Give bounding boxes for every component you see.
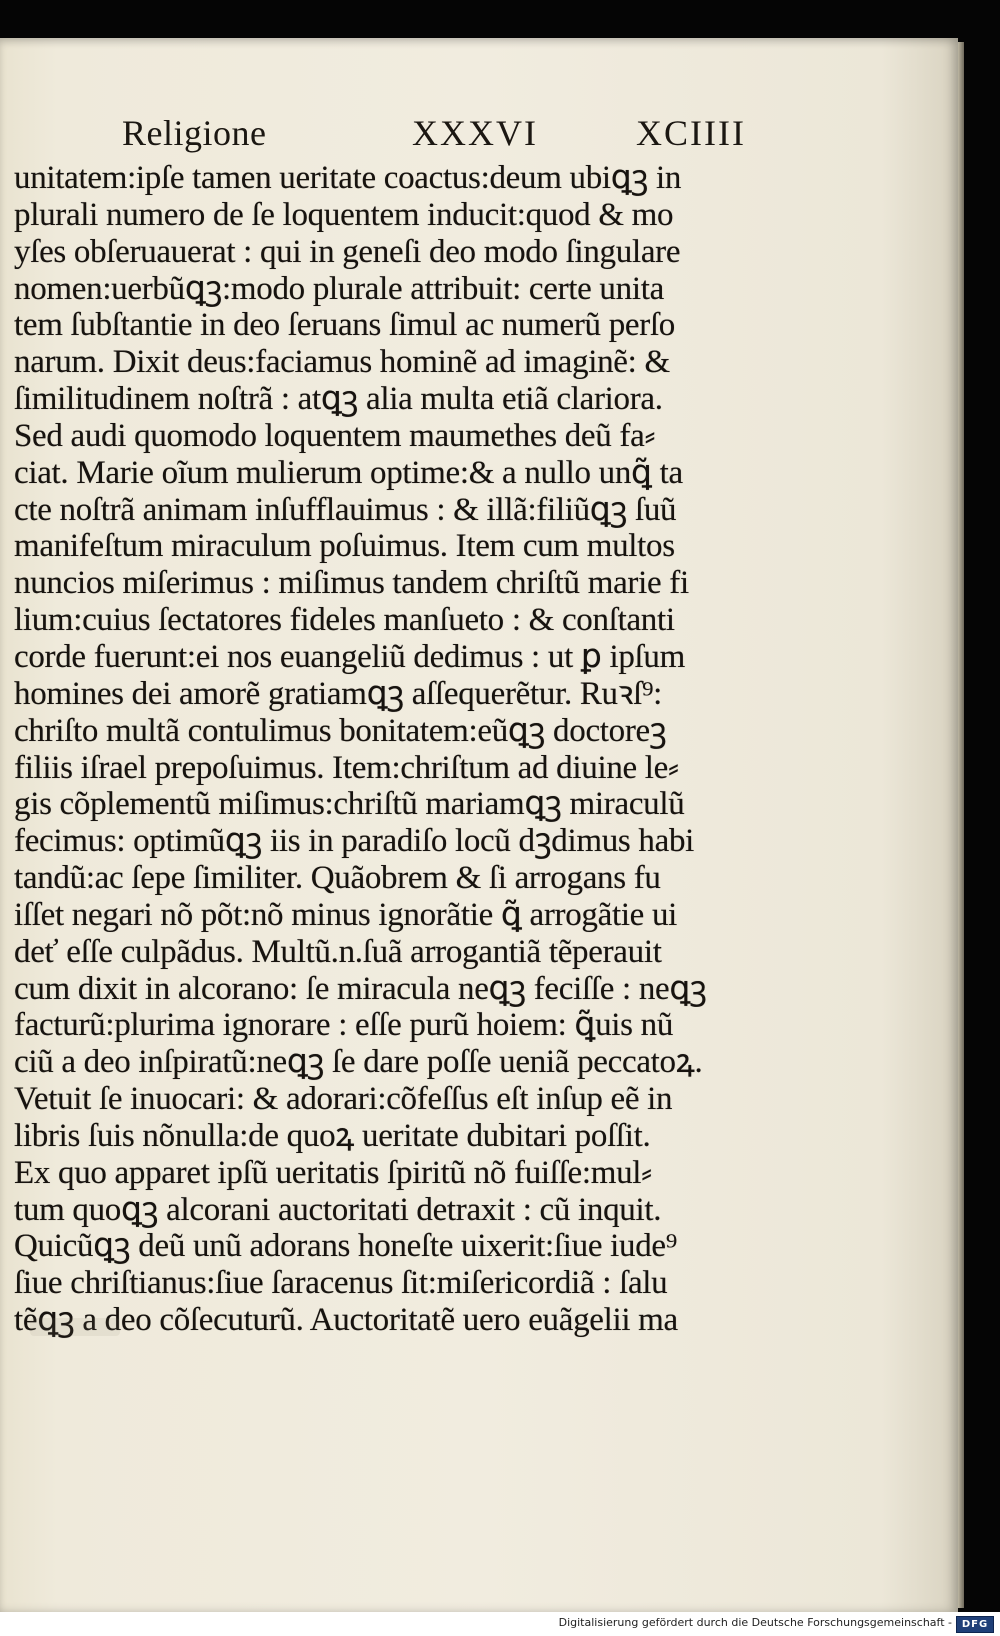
- text-line: Ex quo apparet ipſũ ueritatis ſpiritũ nõ fuiſſe:mul⸗: [14, 1154, 652, 1191]
- text-line: ſiue chriſtianus:ſiue ſaracenus ſit:miſericordiã : ſalu: [14, 1265, 668, 1302]
- text-line: libris ſuis nõnulla:de quoꝝ ueritate dubitari poſſit.: [14, 1117, 651, 1154]
- faint-show-through: [30, 1318, 120, 1336]
- text-line: ciũ a deo inſpiratũ:neꝗꝫ ſe dare poſſe ueniã peccatoꝝ.: [14, 1044, 703, 1081]
- text-line: tum quoꝗꝫ alcorani auctoritati detraxit : cũ inquit.: [14, 1191, 662, 1228]
- text-line: homines dei amorẽ gratiamꝗꝫ aſſequerẽtur. Ruꝛſ⁹:: [14, 675, 663, 712]
- running-head: [0, 112, 958, 158]
- text-line: lium:cuius ſectatores fideles manſueto : & conſtanti: [14, 602, 675, 639]
- text-line: yſes obſeruauerat : qui in geneſi deo modo ſingulare: [14, 233, 681, 270]
- text-line: Vetuit ſe inuocari: & adorari:cõfeſſus eſt inſup eẽ in: [14, 1081, 673, 1118]
- text-line: nomen:uerbũꝗꝫ:modo plurale attribuit: certe unita: [14, 270, 664, 307]
- text-line: corde fuerunt:ei nos euangeliũ dedimus : ut ꝑ ipſum: [14, 638, 685, 675]
- text-line: gis cõplementũ miſimus:chriſtũ mariamꝗꝫ miraculũ: [14, 786, 685, 823]
- text-line: deť eſſe culpãdus. Multũ.n.ſuã arrogantiã tẽperauit: [14, 933, 662, 970]
- running-head-folio-number: XCIIII: [636, 113, 746, 153]
- text-line: cum dixit in alcorano: ſe miracula neꝗꝫ feciſſe : neꝗꝫ: [14, 970, 707, 1007]
- text-line: tandũ:ac ſepe ſimiliter. Quãobrem & ſi arrogans fu: [14, 860, 661, 897]
- dfg-logo: DFG: [956, 1616, 994, 1633]
- text-line: Quicũꝗꝫ deũ unũ adorans honeſte uixerit:ſiue iude⁹: [14, 1228, 677, 1265]
- funding-credit: Digitalisierung gefördert durch die Deutsche Forschungsgemeinschaft -: [558, 1616, 952, 1629]
- text-line: facturũ:plurima ignorare : eſſe purũ hoiem: ꝗ̃uis nũ: [14, 1007, 674, 1044]
- text-line: ſimilitudinem noſtrã : atꝗꝫ alia multa etiã clariora.: [14, 381, 663, 418]
- text-line: chriſto multã contulimus bonitatem:eũꝗꝫ doctoreꝫ: [14, 712, 667, 749]
- text-line: nuncios miſerimus : miſimus tandem chriſtũ marie fi: [14, 565, 689, 602]
- text-line: cte noſtrã animam inſufflauimus : & illã:filiũꝗꝫ ſuũ: [14, 491, 677, 528]
- footer-bar: [0, 1612, 1000, 1636]
- text-line: ciat. Marie oĩum mulierum optime:& a nullo unꝗ̃ ta: [14, 454, 683, 491]
- text-line: manifeſtum miraculum poſuimus. Item cum multos: [14, 528, 675, 565]
- running-head-chapter-number: XXXVI: [412, 113, 538, 153]
- text-line: plurali numero de ſe loquentem inducit:quod & mo: [14, 196, 674, 233]
- text-line: unitatem:ipſe tamen ueritate coactus:deum ubiꝗꝫ in: [14, 160, 682, 196]
- running-head-title: Religione: [122, 113, 267, 153]
- page-edge: [958, 42, 964, 1608]
- text-line: Sed audi quomodo loquentem maumethes deũ fa⸗: [14, 417, 656, 454]
- text-line: narum. Dixit deus:faciamus hominẽ ad imaginẽ: &: [14, 344, 670, 381]
- page-text-block: [14, 160, 944, 1339]
- text-line: tem ſubſtantie in deo ſeruans ſimul ac numerũ perſo: [14, 307, 676, 344]
- text-line: tẽꝗꝫ a deo cõſecuturũ. Auctoritatẽ uero euãgelii ma: [14, 1302, 678, 1339]
- text-line: fecimus: optimũꝗꝫ iis in paradiſo locũ dꝫdimus habi: [14, 823, 695, 860]
- text-line: iſſet negari nõ põt:nõ minus ignorãtie ꝗ̃ arrogãtie ui: [14, 896, 678, 933]
- text-line: filiis iſrael prepoſuimus. Item:chriſtum ad diuine le⸗: [14, 749, 679, 786]
